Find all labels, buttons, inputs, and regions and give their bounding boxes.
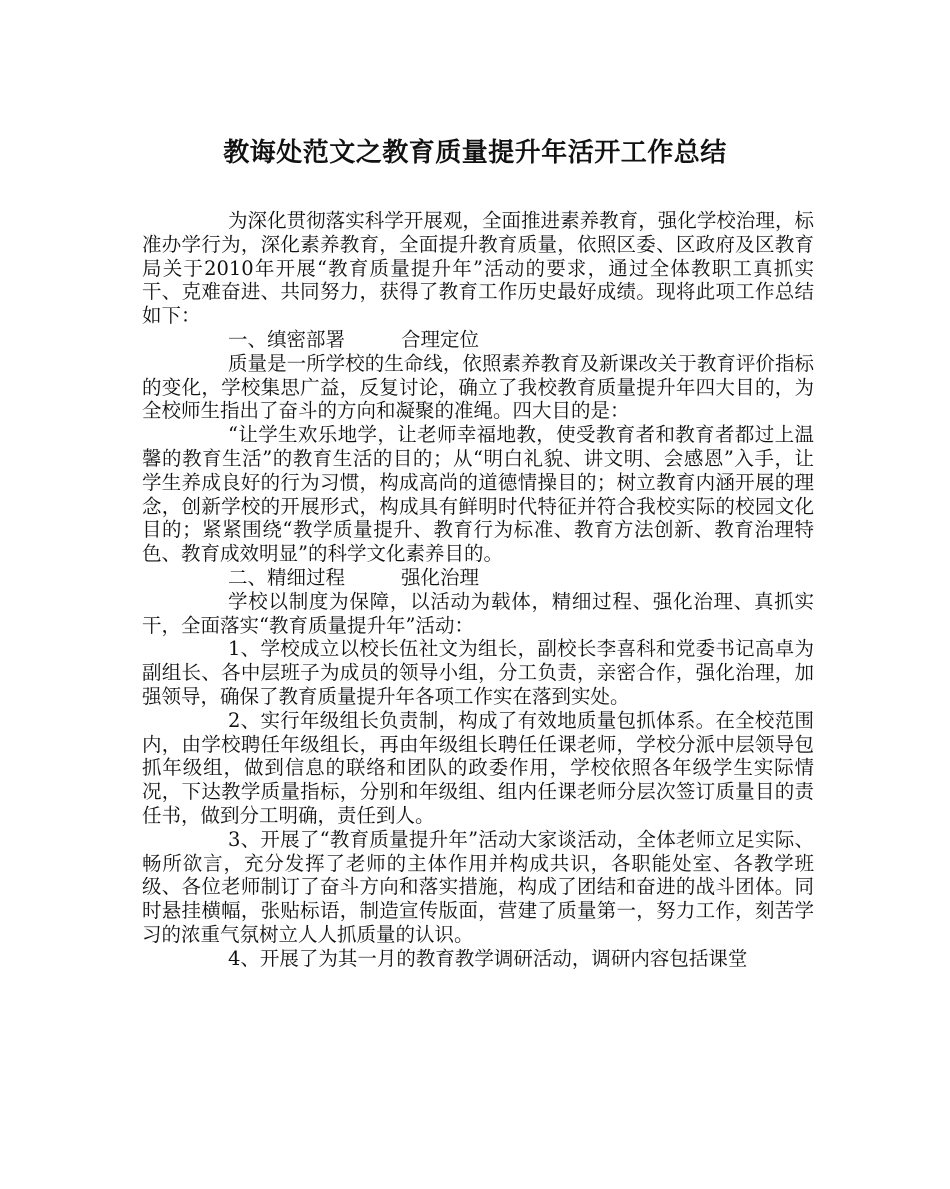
body-paragraph: 3、开展了“教育质量提升年”活动大家谈活动，全体老师立足实际、畅所欲言，充分发挥了老师的主体作用并构成共识，各职能处室、各教学班级、各位老师制订了奋斗方向和落实措施，构成了团结和奋进的战斗团体。同时悬挂横幅，张贴标语，制造宣传版面，营建了质量第一，努力工作，刻苦学习的浓重气氛树立人人抓质量的认识。 bbox=[142, 827, 814, 946]
section-heading-number-title: 二、精细过程 bbox=[228, 565, 346, 589]
document-body bbox=[142, 209, 814, 971]
body-paragraph: 为深化贯彻落实科学开展观，全面推进素养教育，强化学校治理，标准办学行为，深化素养教育，全面提升教育质量，依照区委、区政府及区教育局关于2010年开展“教育质量提升年”活动的要求，通过全体教职工真抓实干、克难奋进、共同努力，获得了教育工作历史最好成绩。现将此项工作总结如下： bbox=[142, 209, 814, 328]
section-heading bbox=[142, 328, 814, 352]
section-heading-subtitle: 强化治理 bbox=[401, 565, 480, 589]
section-heading-number-title: 一、缜密部署 bbox=[228, 327, 346, 351]
section-heading-subtitle: 合理定位 bbox=[401, 327, 480, 351]
section-heading bbox=[142, 566, 814, 590]
body-paragraph: 1、学校成立以校长伍社文为组长，副校长李喜科和党委书记高卓为副组长、各中层班子为成员的领导小组，分工负责，亲密合作，强化治理，加强领导，确保了教育质量提升年各项工作实在落到实处。 bbox=[142, 637, 814, 708]
body-paragraph: 4、开展了为其一月的教育教学调研活动，调研内容包括课堂 bbox=[228, 946, 748, 970]
body-paragraph: 质量是一所学校的生命线，依照素养教育及新课改关于教育评价指标的变化，学校集思广益，反复讨论，确立了我校教育质量提升年四大目的，为全校师生指出了奋斗的方向和凝聚的准绳。四大目的是： bbox=[142, 351, 814, 423]
document-title: 教诲处范文之教育质量提升年活开工作总结 bbox=[223, 138, 727, 168]
body-paragraph: “让学生欢乐地学，让老师幸福地教，使受教育者和教育者都过上温馨的教育生活”的教育生活的目的；从“明白礼貌、讲文明、会感恩”入手，让学生养成良好的行为习惯，构成高尚的道德情操目的；树立教育内涵开展的理念，创新学校的开展形式，构成具有鲜明时代特征并符合我校实际的校园文化目的；紧紧围绕“教学质量提升、教育行为标准、教育方法创新、教育治理特色、教育成效明显”的科学文化素养目的。 bbox=[142, 423, 814, 566]
body-paragraph: 学校以制度为保障，以活动为载体，精细过程、强化治理、真抓实干，全面落实“教育质量提升年”活动： bbox=[142, 589, 814, 637]
body-paragraph: 2、实行年级组长负责制，构成了有效地质量包抓体系。在全校范围内，由学校聘任年级组长，再由年级组长聘任任课老师，学校分派中层领导包抓年级组，做到信息的联络和团队的政委作用，学校依照各年级学生实际情况，下达教学质量指标，分别和年级组、组内任课老师分层次签订质量目的责任书，做到分工明确，责任到人。 bbox=[142, 708, 814, 827]
